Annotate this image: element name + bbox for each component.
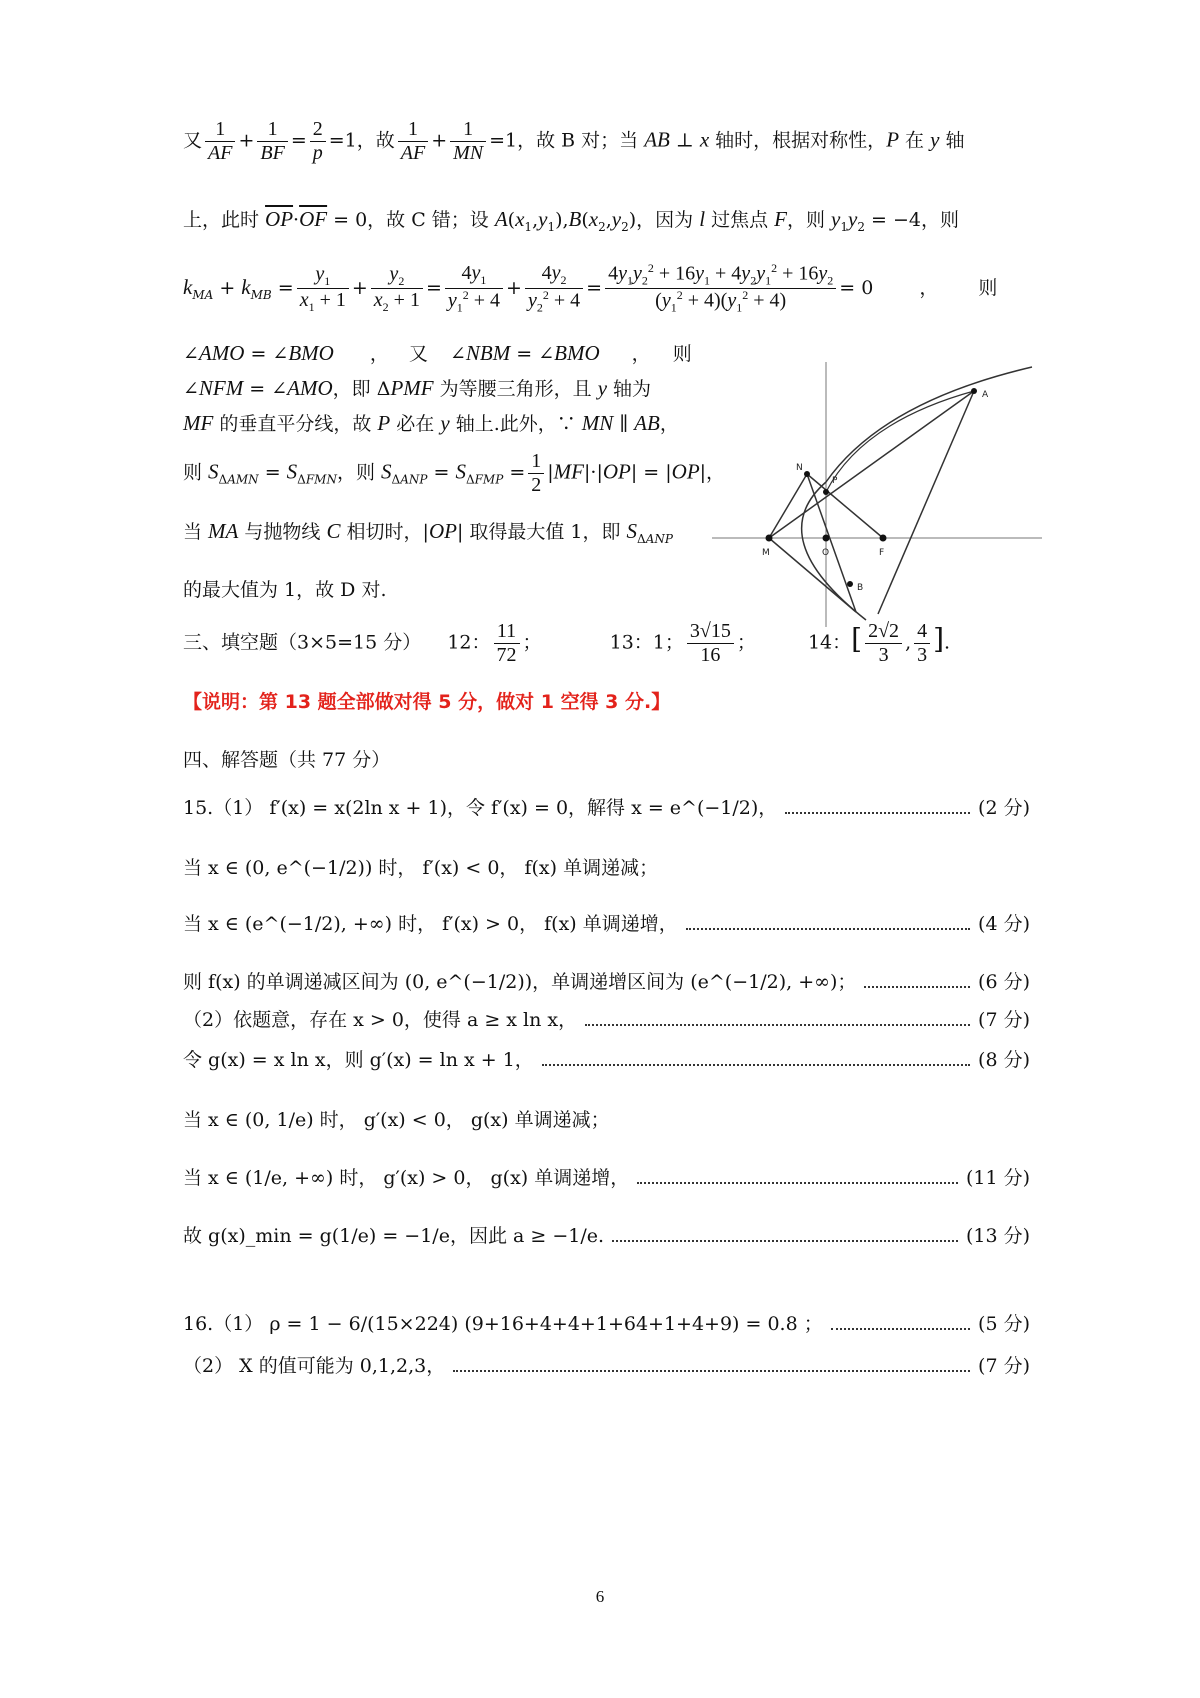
q15-line-3: 当 x ∈ (e^(−1/2), +∞) 时， f′(x) > 0， f(x) 单调递增， (4 分) bbox=[183, 913, 1030, 935]
q15-line-9: 故 g(x)_min = g(1/e) = −1/e，因此 a ≥ −1/e. (13 分) bbox=[183, 1225, 1030, 1247]
q16-line-1: 16.（1） ρ = 1 − 6/(15×224) (9+16+4+4+1+64+1+4+9) = 0.8 ； (5 分) bbox=[183, 1313, 1030, 1335]
point-P bbox=[823, 489, 829, 495]
text-line-1: 又 $\frac{1}{AF}$ + $\frac{1}{BF}$ = $\frac{2}{p}$ =1，故 $\frac{1}{AF}$ + $\frac{1}{MN}$ =1，故 B 对；当 AB ⊥ x 轴时，根据对称性，P 在 y 轴 bbox=[183, 118, 965, 164]
text-line-3: $k_{MA} + k_{MB}$ = $\frac{y_1}{x_1 + 1}$ + $\frac{y_2}{x_2 + 1}$ = $\frac{4y_1}{y_1^2 + 4}$ + $\frac{4y_2}{y_2^2 + 4}$ = $\frac{4y_1y_2^2 + 16y_1 + 4y_2y_1^2 + 16y_2}{(y_1^2 + 4)(y_1^2 + 4)}$ = 0 ， 则 bbox=[183, 261, 998, 316]
point-B bbox=[847, 581, 853, 587]
point-A bbox=[971, 388, 977, 394]
label-O: O bbox=[822, 548, 830, 558]
label-B: B bbox=[857, 583, 864, 593]
label-M: M bbox=[762, 548, 770, 558]
section-3-heading: 三、填空题（3×5=15 分） bbox=[183, 631, 422, 654]
q14-a-num: 2√2 bbox=[865, 620, 902, 644]
text-line-6: MF 的垂直平分线，故 P 必在 y 轴上.此外，∵ MN ∥ AB， bbox=[183, 411, 679, 435]
scoring-note: 【说明：第 13 题全部做对得 5 分，做对 1 空得 3 分.】 bbox=[183, 691, 671, 713]
q13-num: 3√15 bbox=[687, 620, 734, 644]
text-line-4: ∠AMO = ∠BMO ， 又 ∠NBM = ∠BMO ， 则 bbox=[183, 341, 692, 365]
point-M bbox=[766, 535, 773, 542]
text-line-9: 的最大值为 1，故 D 对. bbox=[183, 579, 387, 601]
text-line-7: 则 $S_{\Delta AMN} = S_{\Delta FMN}$，则 $S_{\Delta ANP} = S_{\Delta FMP}$ = $\frac{1}{2}$ |MF|·|OP| = |OP|， bbox=[183, 450, 726, 496]
q12-den: 72 bbox=[496, 644, 517, 666]
label-P: P bbox=[832, 476, 838, 486]
q15-line-1: 15.（1） f′(x) = x(2ln x + 1)，令 f′(x) = 0，解得 x = e^(−1/2)， (2 分) bbox=[183, 797, 1030, 819]
q15-line-8: 当 x ∈ (1/e, +∞) 时， g′(x) > 0， g(x) 单调递增， (11 分) bbox=[183, 1167, 1030, 1189]
q12-label: 12： bbox=[447, 631, 491, 654]
q15-line-4: 则 f(x) 的单调递减区间为 (0, e^(−1/2))，单调递增区间为 (e^(−1/2), +∞)； (6 分) bbox=[183, 971, 1030, 993]
q13-label: 13：1； bbox=[609, 631, 684, 654]
q14-label: 14： bbox=[807, 631, 852, 654]
section-4-heading: 四、解答题（共 77 分） bbox=[183, 749, 391, 771]
q14-b-num: 4 bbox=[914, 620, 930, 644]
point-F bbox=[880, 535, 887, 542]
q14-b-den: 3 bbox=[917, 644, 928, 666]
label-A: A bbox=[982, 390, 989, 400]
label-N: N bbox=[796, 463, 803, 473]
text-line-2: 上，此时 $\overline{OP}\cdot\overline{OF} = 0$，故 C 错；设 $A(x_1,y_1),B(x_2,y_2)$，因为 l 过焦点 F，则 $y_1y_2 = -4$，则 bbox=[183, 207, 959, 234]
text-line-5: ∠NFM = ∠AMO，即 ΔPMF 为等腰三角形，且 y 轴为 bbox=[183, 376, 652, 400]
q15-line-6: 令 g(x) = x ln x，则 g′(x) = ln x + 1， (8 分) bbox=[183, 1049, 1030, 1071]
page-number: 6 bbox=[595, 1587, 605, 1606]
q15-line-5: （2）依题意，存在 x > 0，使得 a ≥ x ln x， (7 分) bbox=[183, 1009, 1030, 1031]
q14-a-den: 3 bbox=[878, 644, 889, 666]
q16-line-2: （2） X 的值可能为 0,1,2,3， (7 分) bbox=[183, 1355, 1030, 1377]
parabola-diagram bbox=[712, 362, 1042, 627]
q15-line-2: 当 x ∈ (0, e^(−1/2)) 时， f′(x) < 0， f(x) 单调递减； bbox=[183, 857, 659, 879]
point-O bbox=[823, 535, 830, 542]
point-N bbox=[804, 471, 810, 477]
label-F: F bbox=[879, 548, 885, 558]
q12-num: 11 bbox=[494, 620, 520, 644]
section-3-answers: 三、填空题（3×5=15 分） 12： $\frac{11}{72}$ ； 13：1； $\frac{3√15}{16}$ ； 14：[ $\frac{2√2}{3}$ , $\frac{4}{3}$ ]. bbox=[183, 620, 951, 666]
q13-den: 16 bbox=[700, 644, 721, 666]
q15-line-7: 当 x ∈ (0, 1/e) 时， g′(x) < 0， g(x) 单调递减； bbox=[183, 1109, 610, 1131]
text-line-8: 当 MA 与抛物线 C 相切时，|OP| 取得最大值 1，即 $S_{\Delta ANP}$ bbox=[183, 519, 673, 546]
